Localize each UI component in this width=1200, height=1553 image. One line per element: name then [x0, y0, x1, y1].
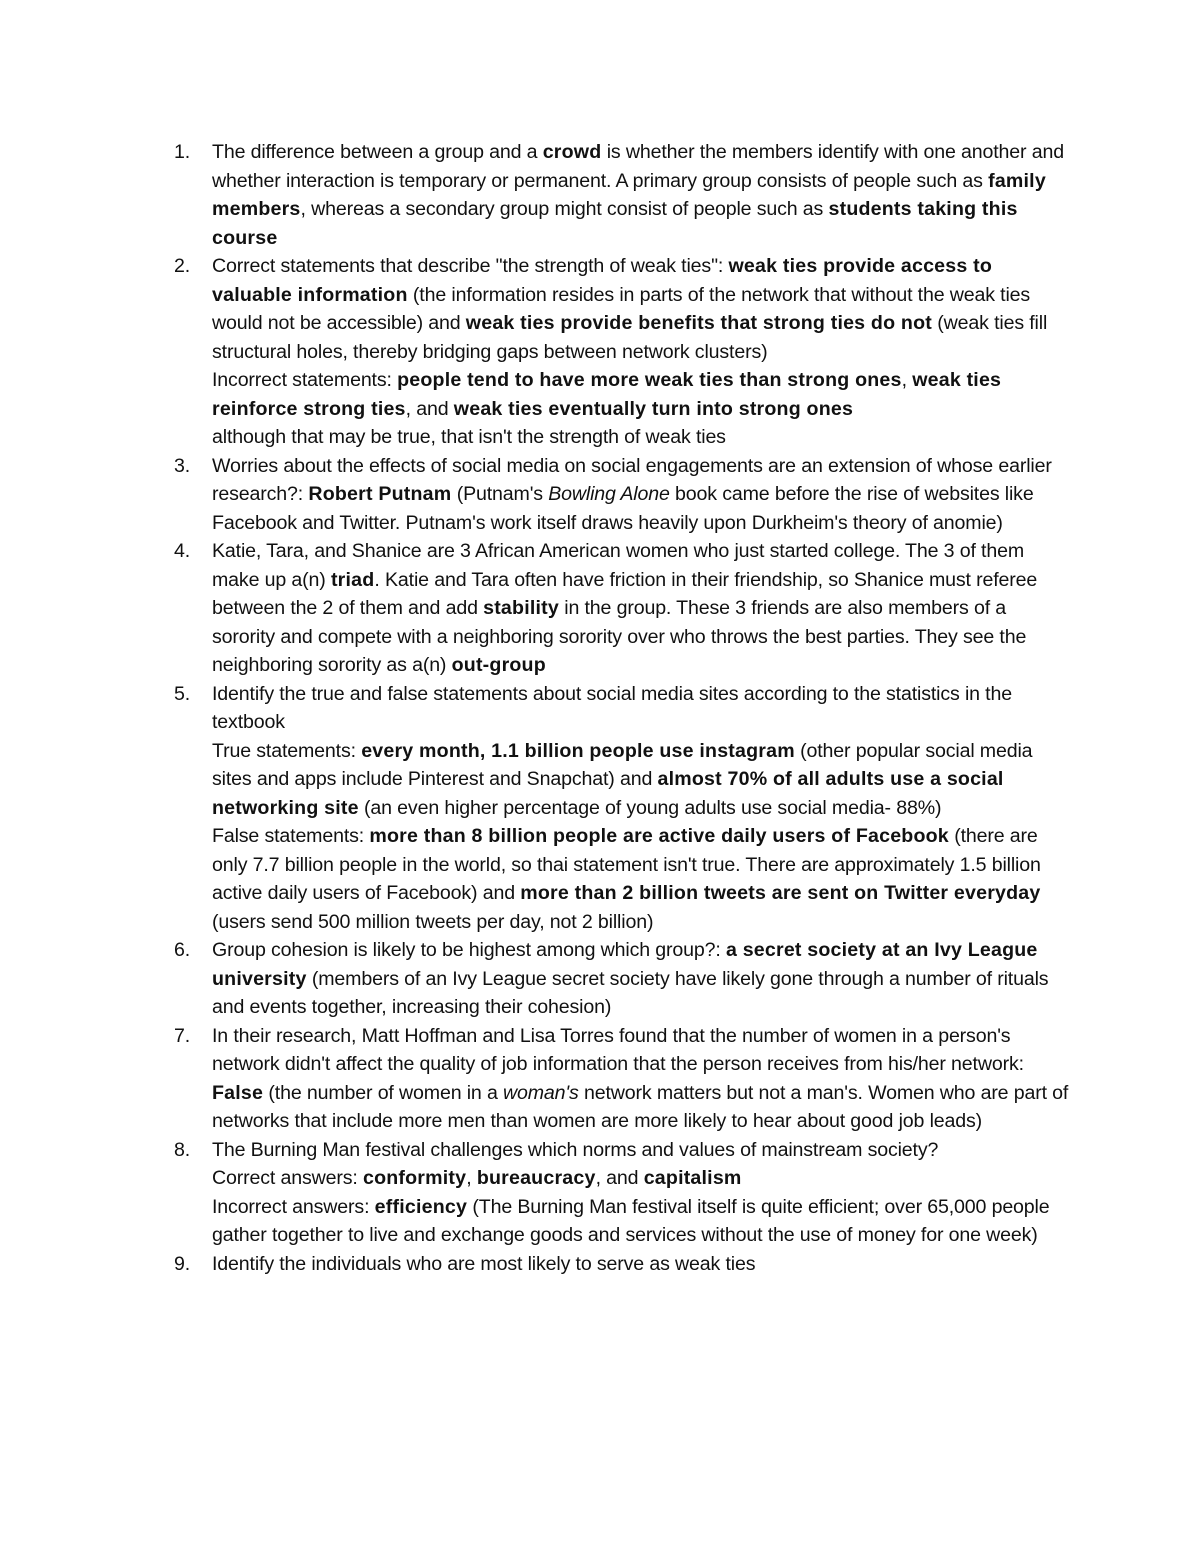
item-number: 1.: [174, 141, 191, 163]
bold-answer: crowd: [542, 141, 602, 163]
bold-answer: Robert Putnam: [308, 483, 452, 505]
text-run: (The Burning Man festival itself is quite efficient; over 65,000 people gather together to live and exchange goods and services without the use of money for one week): [212, 1195, 1050, 1246]
text-run: Group cohesion is likely to be highest among which group?:: [212, 939, 726, 961]
item-text: [212, 141, 1064, 249]
list-item: [170, 452, 1070, 538]
text-run: Incorrect statements:: [212, 369, 398, 391]
text-run: False statements:: [212, 825, 370, 847]
bold-answer: people tend to have more weak ties than strong ones: [397, 369, 902, 391]
item-text: [212, 1253, 755, 1275]
bold-answer: triad: [330, 568, 375, 591]
text-run: Incorrect answers:: [212, 1195, 375, 1218]
item-number: 2.: [174, 255, 191, 277]
text-run: Identify the individuals who are most likely to serve as weak ties: [212, 1252, 756, 1275]
text-run: True statements:: [212, 739, 362, 762]
text-run: (weak ties fill structural holes, thereby bridging gaps between network clusters): [212, 312, 1048, 363]
bold-answer: efficiency: [374, 1195, 468, 1218]
item-number: 8.: [174, 1138, 191, 1161]
bold-answer: every month, 1.1 billion people use instagram: [361, 739, 795, 762]
text-run: Katie, Tara, and Shanice are 3 African American women who just started college. The 3 of them make up a(n): [212, 540, 1024, 591]
bold-answer: False: [212, 1081, 264, 1104]
bold-answer: out-group: [451, 654, 546, 676]
item-number: 6.: [174, 939, 191, 961]
list-item: [170, 1250, 1070, 1279]
bold-answer: bureaucracy: [476, 1167, 596, 1189]
text-run: Identify the true and false statements about social media sites according to the statistics in the textbook: [212, 682, 1012, 733]
item-number: 4.: [174, 540, 191, 562]
italic-text: woman's: [503, 1081, 579, 1104]
text-run: network matters but not a man's. Women who are part of networks that include more men than women are more likely to hear about good job leads): [212, 1081, 1069, 1132]
text-run: in the group. These 3 friends are also members of a sorority and compete with a neighboring sorority over who throws the best parties. They see the neighboring sorority as a(n): [212, 597, 1027, 676]
text-run: book came before the rise of websites like Facebook and Twitter. Putnam's work itself draws heavily upon Durkheim's theory of anomie): [212, 483, 1034, 534]
item-text: [212, 255, 1047, 448]
text-run: (there are only 7.7 billion people in the world, so thai statement isn't true. There are approximately 1.5 billion active daily users of Facebook) and: [212, 825, 1041, 904]
text-run: , whereas a secondary group might consist of people such as: [300, 198, 829, 220]
list-item: [170, 537, 1070, 680]
text-run: In their research, Matt Hoffman and Lisa Torres found that the number of women in a person's network didn't affect the quality of job information that the person receives from his/her network:: [212, 1024, 1024, 1075]
item-number: 9.: [174, 1252, 191, 1275]
list-item: [170, 1022, 1070, 1136]
text-run: (Putnam's: [451, 483, 549, 505]
text-run: Correct answers:: [212, 1167, 363, 1189]
item-text: [212, 939, 1048, 1018]
bold-answer: a secret society at an Ivy League university: [212, 939, 1038, 990]
item-text: [212, 540, 1037, 676]
text-run: is whether the members identify with one another and whether interaction is temporary or permanent. A primary group consists of people such as: [212, 141, 1064, 192]
bold-answer: weak ties reinforce strong ties: [212, 369, 1002, 420]
text-run: (the number of women in a: [263, 1081, 504, 1104]
bold-answer: weak ties eventually turn into strong ones: [453, 397, 854, 420]
bold-answer: weak ties provide benefits that strong ties do not: [465, 312, 932, 334]
bold-answer: students taking this course: [212, 198, 1018, 249]
list-item: [170, 252, 1070, 452]
text-run: , and: [405, 397, 454, 420]
list-item: [170, 138, 1070, 252]
item-text: [212, 455, 1052, 534]
text-run: The Burning Man festival challenges which norms and values of mainstream society?: [212, 1138, 939, 1161]
list-item: [170, 1136, 1070, 1250]
item-number: 5.: [174, 682, 191, 705]
bold-answer: more than 2 billion tweets are sent on Twitter everyday: [520, 882, 1041, 904]
italic-text: Bowling Alone: [548, 483, 670, 505]
text-run: ,: [901, 369, 913, 391]
item-number: 7.: [174, 1024, 191, 1047]
item-text: [212, 683, 1041, 933]
text-run: Correct statements that describe "the strength of weak ties":: [212, 255, 729, 277]
text-run: ,: [466, 1167, 477, 1189]
text-run: (the information resides in parts of the network that without the weak ties would not be accessible) and: [212, 283, 1031, 334]
numbered-list: [170, 138, 1070, 1278]
text-run: The difference between a group and a: [212, 141, 543, 163]
item-number: 3.: [174, 454, 191, 477]
text-run: although that may be true, that isn't the strength of weak ties: [212, 426, 726, 448]
text-run: (members of an Ivy League secret society have likely gone through a number of rituals and events together, increasing their cohesion): [212, 967, 1049, 1018]
text-run: . Katie and Tara often have friction in their friendship, so Shanice must referee between the 2 of them and add: [212, 568, 1038, 619]
bold-answer: almost 70% of all adults use a social networking site: [212, 768, 1004, 819]
bold-answer: capitalism: [643, 1167, 742, 1189]
list-item: [170, 936, 1070, 1022]
bold-answer: weak ties provide access to valuable information: [212, 255, 992, 306]
list-item: [170, 680, 1070, 937]
bold-answer: conformity: [362, 1167, 467, 1189]
bold-answer: family members: [212, 169, 1046, 220]
text-run: (an even higher percentage of young adults use social media- 88%): [358, 796, 942, 819]
text-run: (users send 500 million tweets per day, not 2 billion): [212, 910, 654, 933]
text-run: , and: [595, 1167, 644, 1189]
bold-answer: more than 8 billion people are active daily users of Facebook: [369, 825, 949, 847]
text-run: (other popular social media sites and apps include Pinterest and Snapchat) and: [212, 739, 1033, 790]
item-text: [212, 1139, 1050, 1247]
text-run: Worries about the effects of social media on social engagements are an extension of whose earlier research?:: [212, 454, 1052, 505]
bold-answer: stability: [483, 597, 559, 619]
item-text: [212, 1025, 1068, 1133]
